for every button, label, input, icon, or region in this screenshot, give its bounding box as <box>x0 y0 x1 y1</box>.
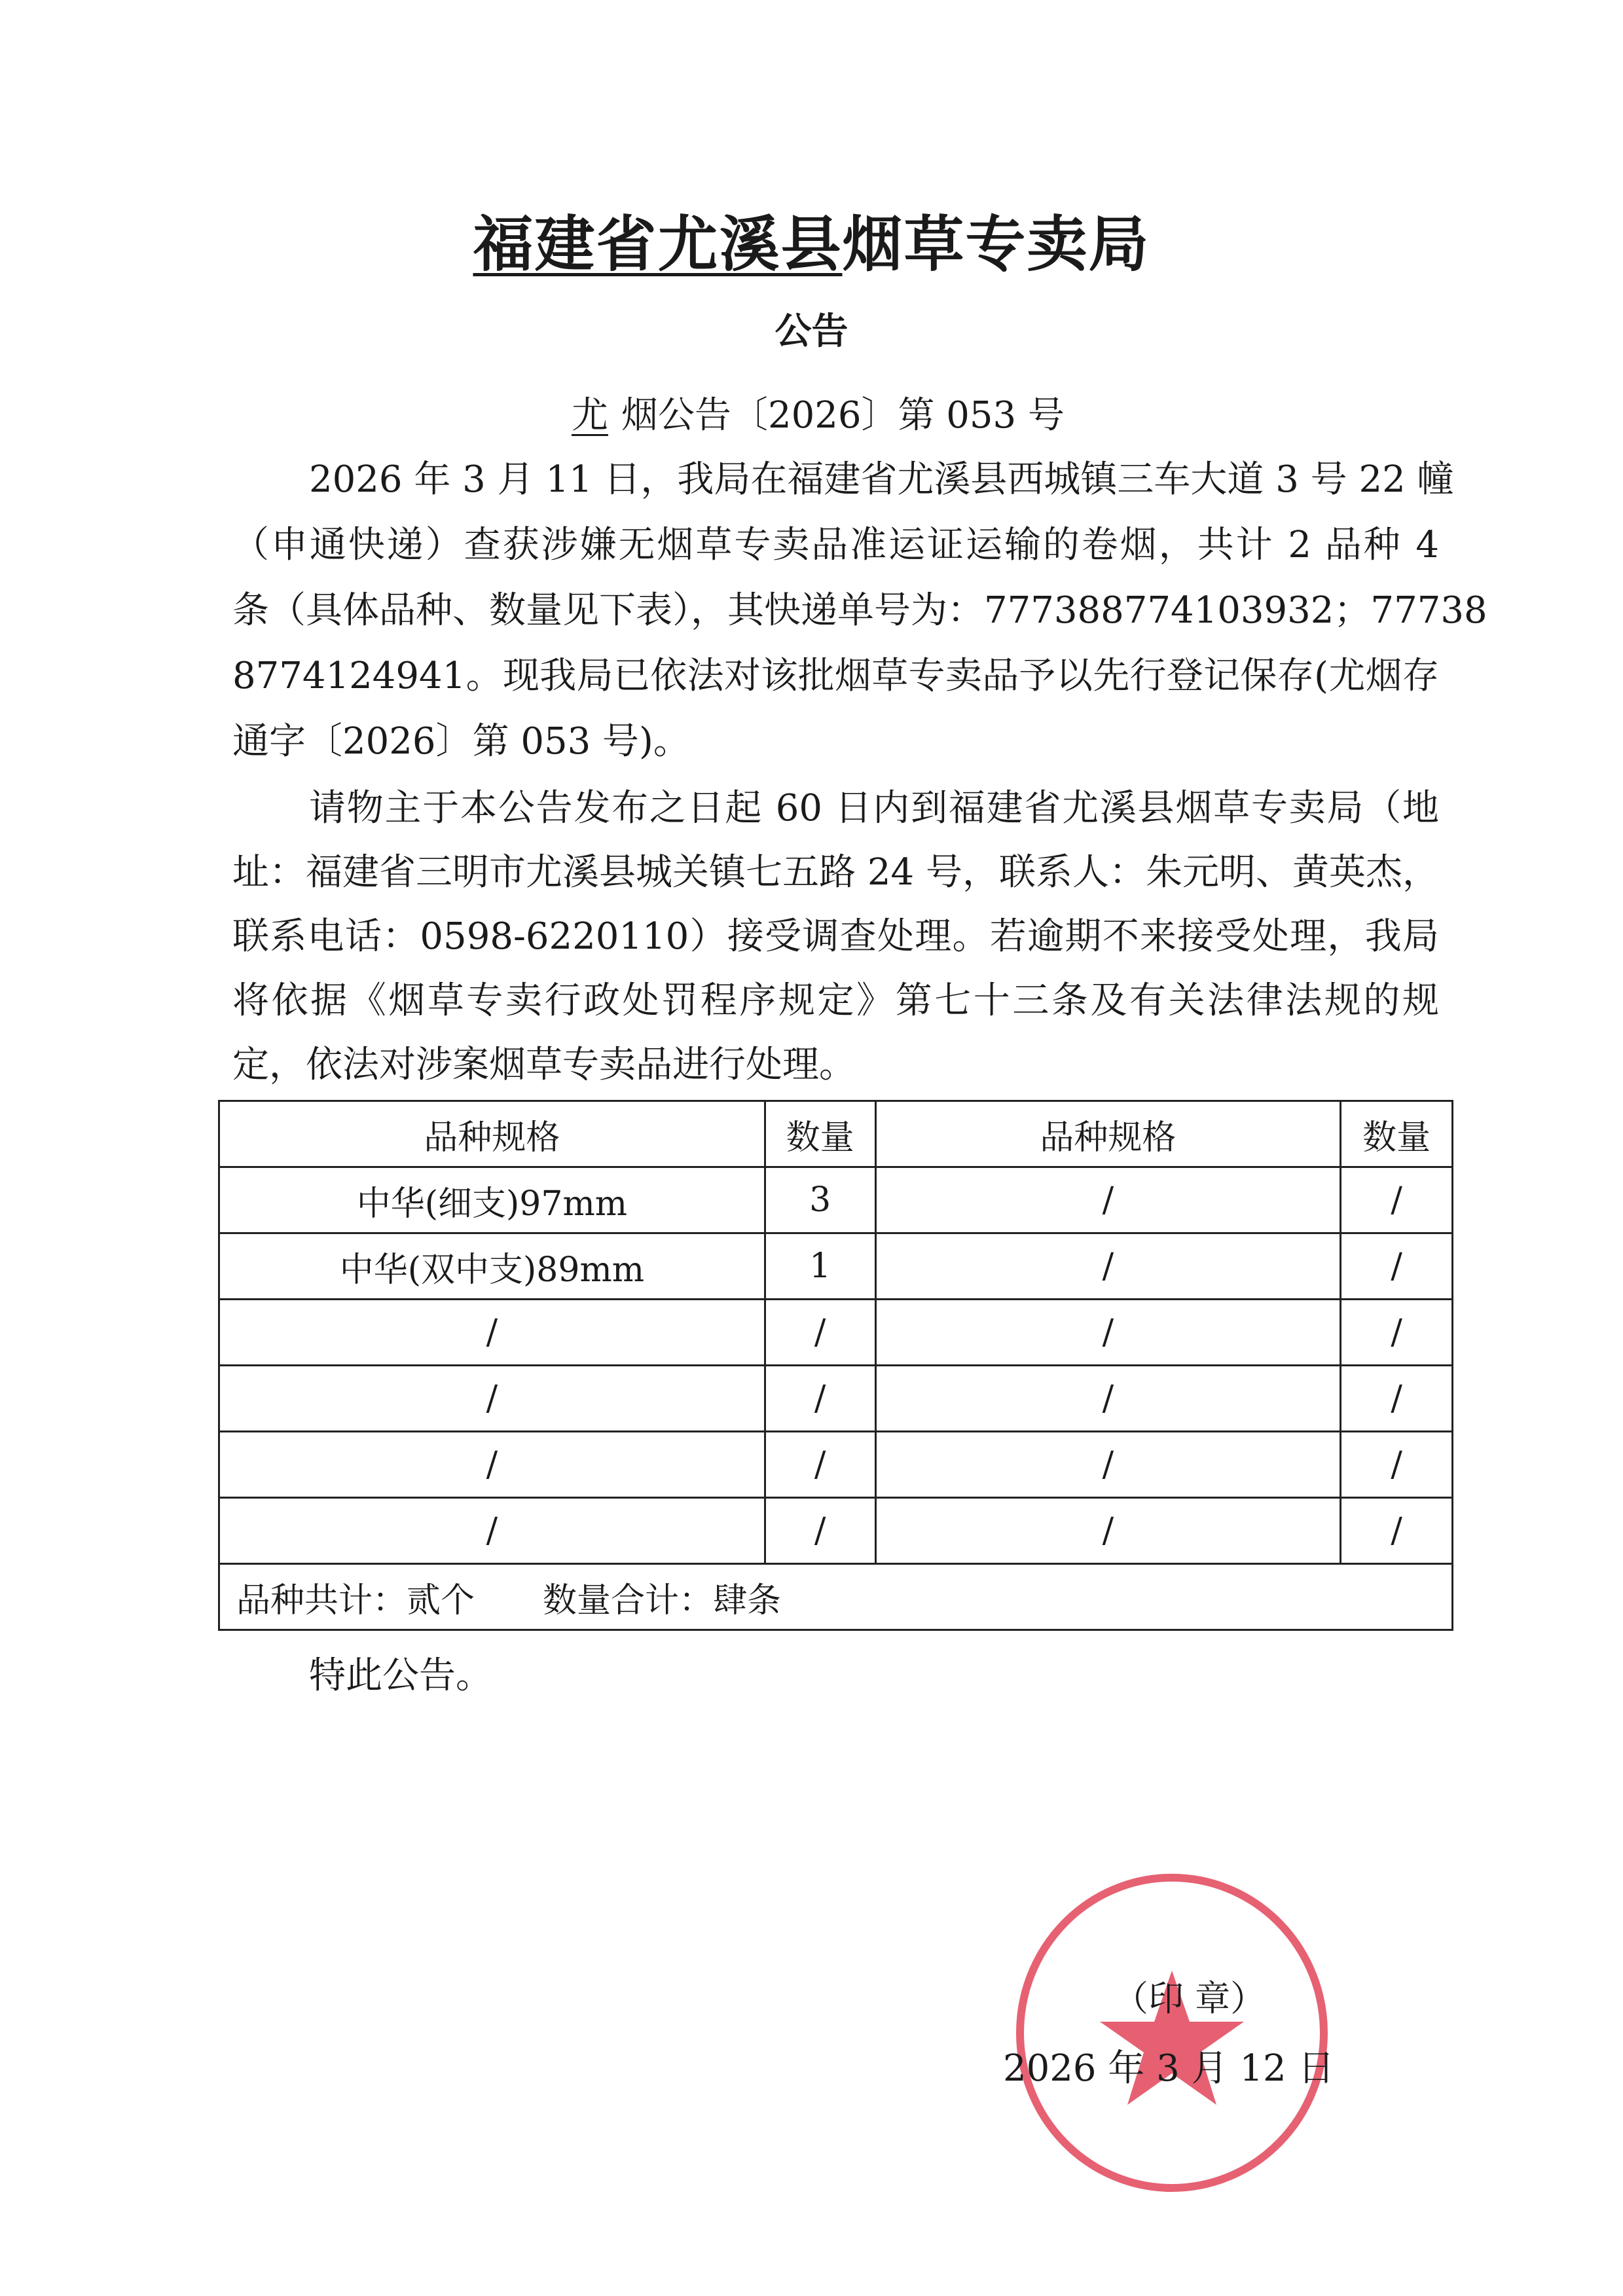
table-cell: / <box>875 1498 1341 1564</box>
table-cell: / <box>875 1233 1341 1300</box>
table-cell: 中华(细支)97mm <box>219 1167 765 1233</box>
table-cell: 1 <box>765 1233 875 1300</box>
closing-text: 特此公告。 <box>309 1654 492 1697</box>
document-title <box>0 196 1623 283</box>
signature-date: 2026 年 3 月 12 日 <box>1003 2047 1335 2090</box>
paragraph-line: 定，依法对涉案烟草专卖品进行处理。 <box>232 1044 856 1086</box>
table-cell: / <box>219 1432 765 1498</box>
table-cell: / <box>219 1300 765 1366</box>
table-row <box>219 1167 1453 1233</box>
table-row <box>219 1300 1453 1366</box>
table-cell: 3 <box>765 1167 875 1233</box>
header-cell: 数量 <box>765 1101 875 1167</box>
title-rest: 烟草专卖局 <box>842 209 1150 280</box>
table-cell: / <box>765 1432 875 1498</box>
table-cell: / <box>875 1300 1341 1366</box>
total-cell: 品种共计：贰个 数量合计：肆条 <box>219 1564 1453 1630</box>
table-cell: / <box>765 1498 875 1564</box>
paragraph-line: 请物主于本公告发布之日起 60 日内到福建省尤溪县烟草专卖局（地 <box>309 787 1439 829</box>
table-cell: / <box>875 1366 1341 1432</box>
table-cell: / <box>1341 1432 1453 1498</box>
table-cell: / <box>1341 1366 1453 1432</box>
table-row <box>219 1432 1453 1498</box>
doc-number-rest: 烟公告〔2026〕第 053 号 <box>621 394 1065 437</box>
paragraph-line: 将依据《烟草专卖行政处罚程序规定》第七十三条及有关法律法规的规 <box>232 979 1439 1022</box>
paragraph-line: 联系电话：0598-6220110）接受调查处理。若逾期不来接受处理，我局 <box>232 915 1439 958</box>
paragraph-line: 条（具体品种、数量见下表），其快递单号为：777388774103932；77738 <box>232 589 1487 632</box>
table-cell: / <box>1341 1167 1453 1233</box>
table-cell: / <box>765 1300 875 1366</box>
doc-number-prefix: 尤 <box>571 394 608 437</box>
paragraph-line: 通字〔2026〕第 053 号)。 <box>232 720 690 763</box>
table-cell: / <box>1341 1300 1453 1366</box>
paragraph-line: （申通快递）查获涉嫌无烟草专卖品准运证运输的卷烟，共计 2 品种 4 <box>232 524 1439 566</box>
paragraph-2 <box>232 776 1439 1097</box>
official-seal <box>1012 1872 1332 2193</box>
title-underlined-part: 福建省尤溪县 <box>473 209 843 280</box>
header-cell: 数量 <box>1341 1101 1453 1167</box>
header-cell: 品种规格 <box>875 1101 1341 1167</box>
table-row <box>219 1498 1453 1564</box>
paragraph-1 <box>232 447 1487 774</box>
seal-note: （印 章） <box>1113 1978 1266 2019</box>
table-cell: / <box>219 1366 765 1432</box>
table-cell: / <box>1341 1233 1453 1300</box>
header-cell: 品种规格 <box>219 1101 765 1167</box>
items-table <box>218 1100 1453 1631</box>
table-cell: / <box>1341 1498 1453 1564</box>
document-subtitle: 公告 <box>775 310 848 353</box>
paragraph-line: 址：福建省三明市尤溪县城关镇七五路 24 号，联系人：朱元明、黄英杰， <box>232 851 1439 894</box>
table-total-row <box>219 1564 1453 1630</box>
paragraph-line: 8774124941。现我局已依法对该批烟草专卖品予以先行登记保存(尤烟存 <box>232 655 1439 697</box>
table-cell: / <box>765 1366 875 1432</box>
paragraph-line: 2026 年 3 月 11 日，我局在福建省尤溪县西城镇三车大道 3 号 22 幢 <box>309 458 1454 501</box>
table-row <box>219 1366 1453 1432</box>
table-header-row <box>219 1101 1453 1167</box>
table-cell: 中华(双中支)89mm <box>219 1233 765 1300</box>
table-row <box>219 1233 1453 1300</box>
table-cell: / <box>219 1498 765 1564</box>
table-cell: / <box>875 1432 1341 1498</box>
document-number <box>0 386 1623 439</box>
table-cell: / <box>875 1167 1341 1233</box>
